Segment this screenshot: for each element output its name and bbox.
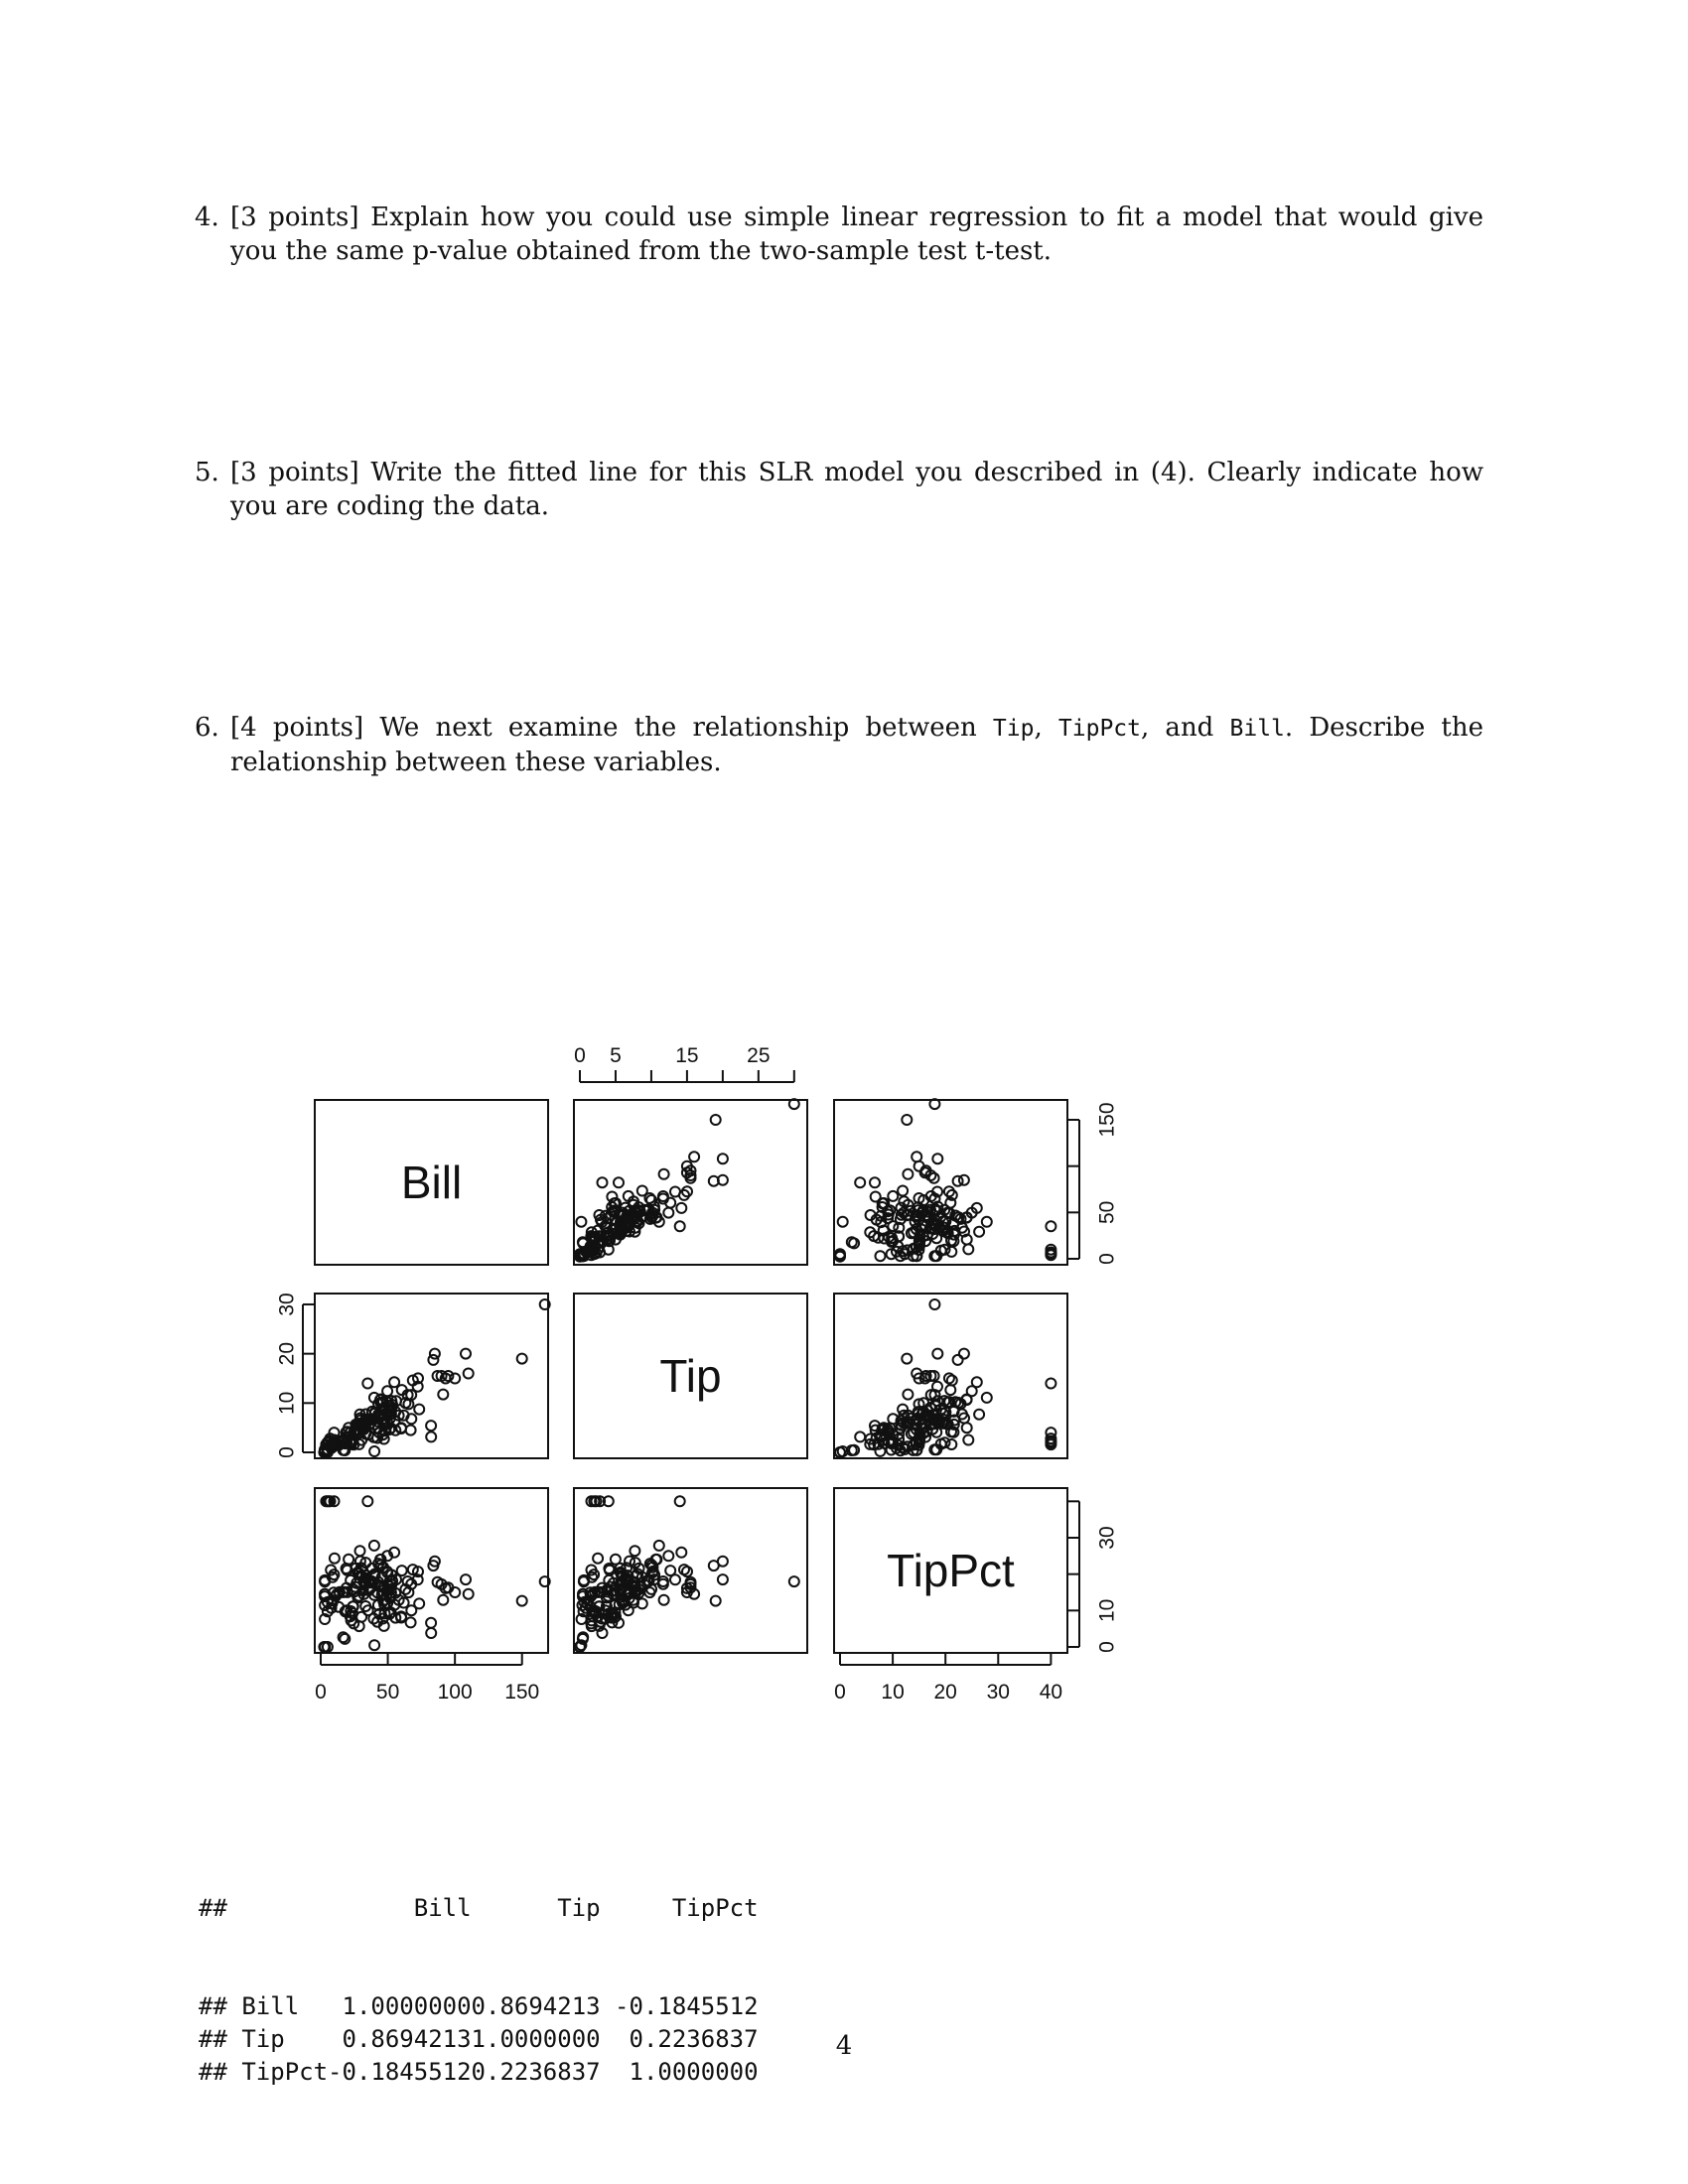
data-point xyxy=(898,1186,908,1196)
correlation-row xyxy=(199,2023,759,2056)
data-point xyxy=(406,1426,416,1435)
correlation-value: 0.8694213 xyxy=(342,2025,472,2053)
diagonal-label: Tip xyxy=(659,1350,722,1402)
data-point xyxy=(902,1354,912,1364)
data-point xyxy=(426,1432,436,1441)
data-point xyxy=(598,1177,608,1187)
data-point xyxy=(414,1405,424,1415)
data-point xyxy=(464,1589,474,1599)
question-text-after: . Describe the relationship between these variables. xyxy=(230,713,1483,777)
data-point xyxy=(676,1203,686,1213)
correlation-value: 1.0000000 xyxy=(342,1992,472,2020)
data-point xyxy=(654,1541,664,1551)
column-header: TipPct xyxy=(671,1894,759,1922)
data-point xyxy=(945,1385,955,1395)
tick-label: 20 xyxy=(275,1341,299,1366)
data-point xyxy=(517,1596,527,1606)
column-header: Tip xyxy=(557,1894,601,1922)
data-point xyxy=(576,1217,586,1227)
tick-label: 40 xyxy=(1039,1681,1063,1704)
data-point xyxy=(855,1432,865,1441)
correlation-header xyxy=(199,1892,759,1925)
data-point xyxy=(369,1640,379,1650)
data-point xyxy=(517,1354,527,1364)
variable-tippct: TipPct xyxy=(1057,716,1141,742)
question-number: 4. xyxy=(195,203,219,232)
data-point xyxy=(959,1175,969,1185)
data-point xyxy=(946,1439,956,1449)
panel-frame xyxy=(574,1488,807,1653)
data-point xyxy=(711,1596,721,1606)
row-label: ## Bill xyxy=(199,1992,300,2020)
data-point xyxy=(912,1152,921,1161)
data-point xyxy=(888,1191,898,1201)
data-point xyxy=(903,1390,913,1400)
tick-label: 0 xyxy=(1095,1641,1119,1653)
data-point xyxy=(438,1595,448,1605)
data-point xyxy=(330,1554,340,1564)
data-point xyxy=(946,1247,956,1257)
data-point xyxy=(974,1227,984,1237)
tick-label: 30 xyxy=(1095,1526,1119,1550)
correlation-value: 1.0000000 xyxy=(471,2025,601,2053)
tick-label: 150 xyxy=(1095,1102,1119,1138)
tick-label: 5 xyxy=(610,1044,622,1067)
data-point xyxy=(369,1541,379,1551)
data-point xyxy=(426,1421,436,1431)
data-point xyxy=(369,1446,379,1456)
data-point xyxy=(593,1554,603,1564)
data-point xyxy=(953,1355,963,1365)
data-point xyxy=(461,1349,471,1359)
correlation-value: 0.2236837 xyxy=(629,2025,759,2053)
data-point xyxy=(944,1373,954,1383)
data-point xyxy=(903,1169,913,1179)
data-point xyxy=(871,1192,881,1202)
data-point xyxy=(982,1217,992,1227)
tick-label: 30 xyxy=(986,1681,1010,1704)
data-point xyxy=(689,1152,699,1161)
diagonal-label: TipPct xyxy=(887,1545,1015,1596)
question-number: 6. xyxy=(195,713,219,743)
data-point xyxy=(718,1557,728,1567)
data-point xyxy=(963,1244,973,1254)
tick-label: 0 xyxy=(1095,1253,1119,1265)
tick-label: 50 xyxy=(375,1681,400,1704)
data-point xyxy=(461,1574,471,1584)
data-point xyxy=(682,1567,692,1576)
data-point xyxy=(959,1349,969,1359)
data-point xyxy=(932,1349,942,1359)
data-point xyxy=(464,1369,474,1379)
row-label: ## TipPct xyxy=(199,2058,329,2086)
tick-label: 0 xyxy=(275,1446,299,1458)
data-point xyxy=(1046,1221,1055,1231)
correlation-value: 1.0000000 xyxy=(629,2058,759,2086)
correlation-output xyxy=(199,1827,759,2121)
variable-bill: Bill xyxy=(1229,716,1285,742)
tick-label: 0 xyxy=(574,1044,586,1067)
data-point xyxy=(902,1115,912,1125)
data-point xyxy=(659,1595,669,1605)
separator: , xyxy=(1034,713,1058,743)
question-text: [3 points] Write the fitted line for this SLR model you described in (4). Clearly indicate how you are coding the data. xyxy=(230,458,1483,521)
correlation-row xyxy=(199,1990,759,2023)
question-number: 5. xyxy=(195,458,219,487)
data-point xyxy=(659,1169,669,1179)
data-point xyxy=(974,1410,984,1420)
data-point xyxy=(932,1154,942,1163)
data-point xyxy=(789,1576,799,1586)
data-point xyxy=(665,1566,675,1575)
data-point xyxy=(838,1217,848,1227)
data-point xyxy=(1046,1379,1055,1389)
data-point xyxy=(870,1177,880,1187)
data-point xyxy=(929,1299,939,1309)
data-point xyxy=(855,1177,865,1187)
data-point xyxy=(663,1551,673,1561)
output-prefix: ## xyxy=(199,1894,227,1922)
data-point xyxy=(426,1618,436,1628)
data-point xyxy=(426,1628,436,1638)
tick-label: 10 xyxy=(1095,1598,1119,1623)
page-number: 4 xyxy=(835,2031,853,2061)
data-point xyxy=(711,1115,721,1125)
correlation-value: -0.1845512 xyxy=(615,1992,759,2020)
tick-label: 10 xyxy=(275,1391,299,1416)
data-point xyxy=(675,1496,685,1506)
tick-label: 15 xyxy=(675,1044,699,1067)
variable-tip: Tip xyxy=(992,716,1035,742)
data-point xyxy=(663,1208,673,1218)
data-point xyxy=(876,1251,886,1261)
data-point xyxy=(963,1435,973,1445)
data-point xyxy=(406,1617,416,1627)
correlation-value: -0.1845512 xyxy=(328,2058,472,2086)
data-point xyxy=(355,1546,365,1556)
separator: , and xyxy=(1141,713,1230,743)
column-header: Bill xyxy=(413,1894,472,1922)
data-point xyxy=(430,1349,440,1359)
data-point xyxy=(718,1574,728,1584)
data-point xyxy=(362,1379,372,1389)
tick-label: 10 xyxy=(881,1681,905,1704)
correlation-value: 0.8694213 xyxy=(471,1992,601,2020)
tick-label: 0 xyxy=(315,1681,327,1704)
data-point xyxy=(397,1566,407,1575)
data-point xyxy=(614,1177,624,1187)
correlation-value: 0.2236837 xyxy=(471,2058,601,2086)
tick-label: 30 xyxy=(275,1293,299,1316)
tick-label: 20 xyxy=(933,1681,957,1704)
tick-label: 150 xyxy=(504,1681,540,1704)
tick-label: 100 xyxy=(437,1681,473,1704)
data-point xyxy=(676,1548,686,1558)
tick-label: 50 xyxy=(1095,1200,1119,1225)
data-point xyxy=(670,1187,680,1197)
question-text-before: [4 points] We next examine the relationship between xyxy=(230,713,993,743)
tick-label: 25 xyxy=(747,1044,771,1067)
data-point xyxy=(982,1393,992,1403)
diagonal-label: Bill xyxy=(400,1157,463,1208)
data-point xyxy=(962,1423,972,1433)
data-point xyxy=(362,1496,372,1506)
tick-label: 0 xyxy=(834,1681,846,1704)
correlation-row xyxy=(199,2056,759,2089)
data-point xyxy=(406,1605,416,1615)
row-label: ## Tip xyxy=(199,2025,285,2053)
data-point xyxy=(630,1546,639,1556)
data-point xyxy=(718,1154,728,1163)
data-point xyxy=(438,1390,448,1400)
question-text: [3 points] Explain how you could use simple linear regression to fit a model that would give you the same p-value obtained from the two-sample test t-test. xyxy=(230,203,1483,266)
data-point xyxy=(972,1377,982,1387)
data-point xyxy=(675,1221,685,1231)
